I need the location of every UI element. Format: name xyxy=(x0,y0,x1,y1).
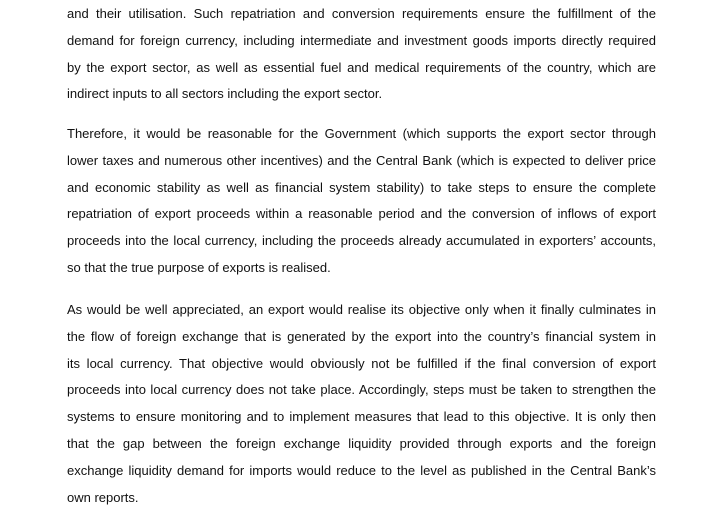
text-line: and their utilisation. Such repatriation and conversion requirements ensure the fulfillment of the xyxy=(67,6,656,21)
text-line: systems to ensure monitoring and to implement measures that lead to this objective. It is only then xyxy=(67,409,656,425)
text-line: repatriation of export proceeds within a reasonable period and the conversion of inflows of export xyxy=(67,206,656,222)
paragraph-repatriation-requirements xyxy=(67,1,656,108)
text-line: As would be well appreciated, an export would realise its objective only when it finally culminates in xyxy=(67,302,656,317)
text-line: lower taxes and numerous other incentives) and the Central Bank (which is expected to deliver price xyxy=(67,152,656,168)
paragraph-government-central-bank xyxy=(67,121,656,282)
text-line: proceeds into local currency does not take place. Accordingly, steps must be taken to strengthen the xyxy=(67,382,656,398)
text-line: and economic stability as well as financial system stability) to take steps to ensure the complete xyxy=(67,179,656,195)
text-line: by the export sector, as well as essential fuel and medical requirements of the country, which are xyxy=(67,59,656,75)
text-line: proceeds into the local currency, including the proceeds already accumulated in exporters’ accounts, xyxy=(67,233,656,249)
text-line: Therefore, it would be reasonable for the Government (which supports the export sector through xyxy=(67,126,656,141)
paragraph-export-objective xyxy=(67,297,656,511)
text-line: that the gap between the foreign exchange liquidity provided through exports and the foreign xyxy=(67,435,656,451)
text-line: its local currency. That objective would obviously not be fulfilled if the final conversion of export xyxy=(67,355,656,371)
text-line: own reports. xyxy=(67,489,139,505)
text-line: indirect inputs to all sectors including the export sector. xyxy=(67,86,383,102)
text-line: exchange liquidity demand for imports would reduce to the level as published in the Central Bank’s xyxy=(67,462,656,478)
text-line: the flow of foreign exchange that is generated by the export into the country’s financial system in xyxy=(67,328,656,344)
text-line: so that the true purpose of exports is realised. xyxy=(67,259,331,275)
text-line: demand for foreign currency, including intermediate and investment goods imports directly required xyxy=(67,32,656,48)
